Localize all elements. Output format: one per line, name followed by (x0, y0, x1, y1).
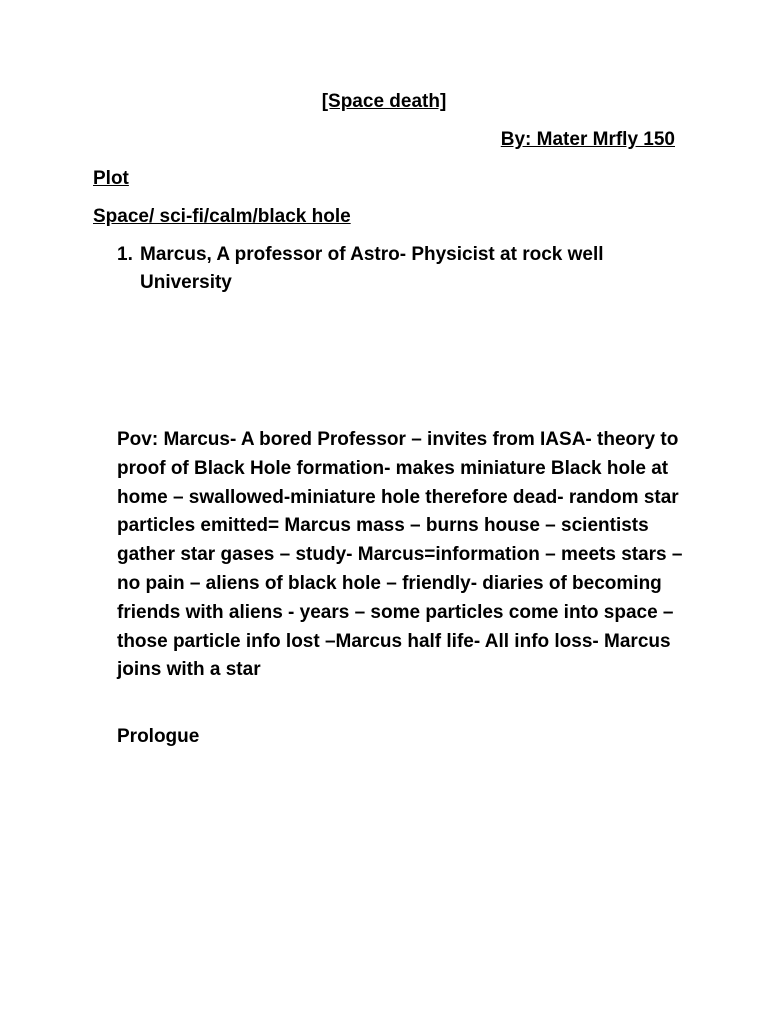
list-item-text: Marcus, A professor of Astro- Physicist at rock well University (140, 244, 604, 293)
prologue-heading: Prologue (117, 726, 200, 747)
genre-line: Space/ sci-fi/calm/black hole (93, 206, 351, 227)
plot-heading: Plot (93, 168, 129, 189)
document-title: [Space death] (321, 91, 447, 112)
author-byline: By: Mater Mrfly 150 (500, 129, 675, 150)
pov-paragraph: Pov: Marcus- A bored Professor – invites from IASA- theory to proof of Black Hole formation- makes miniature Black hole at home – swallowed-miniature hole therefore dead- random star particles emitted= Marcus mass – burns house – scientists gather star gases – study- Marcus=information – meets stars –no pain – aliens of black hole – friendly- diaries of becoming friends with aliens - years – some particles come into space – those particle info lost –Marcus half life- All info loss- Marcus joins with a star (117, 429, 683, 681)
list-item-number: 1. (117, 244, 133, 265)
list-item (117, 241, 677, 297)
